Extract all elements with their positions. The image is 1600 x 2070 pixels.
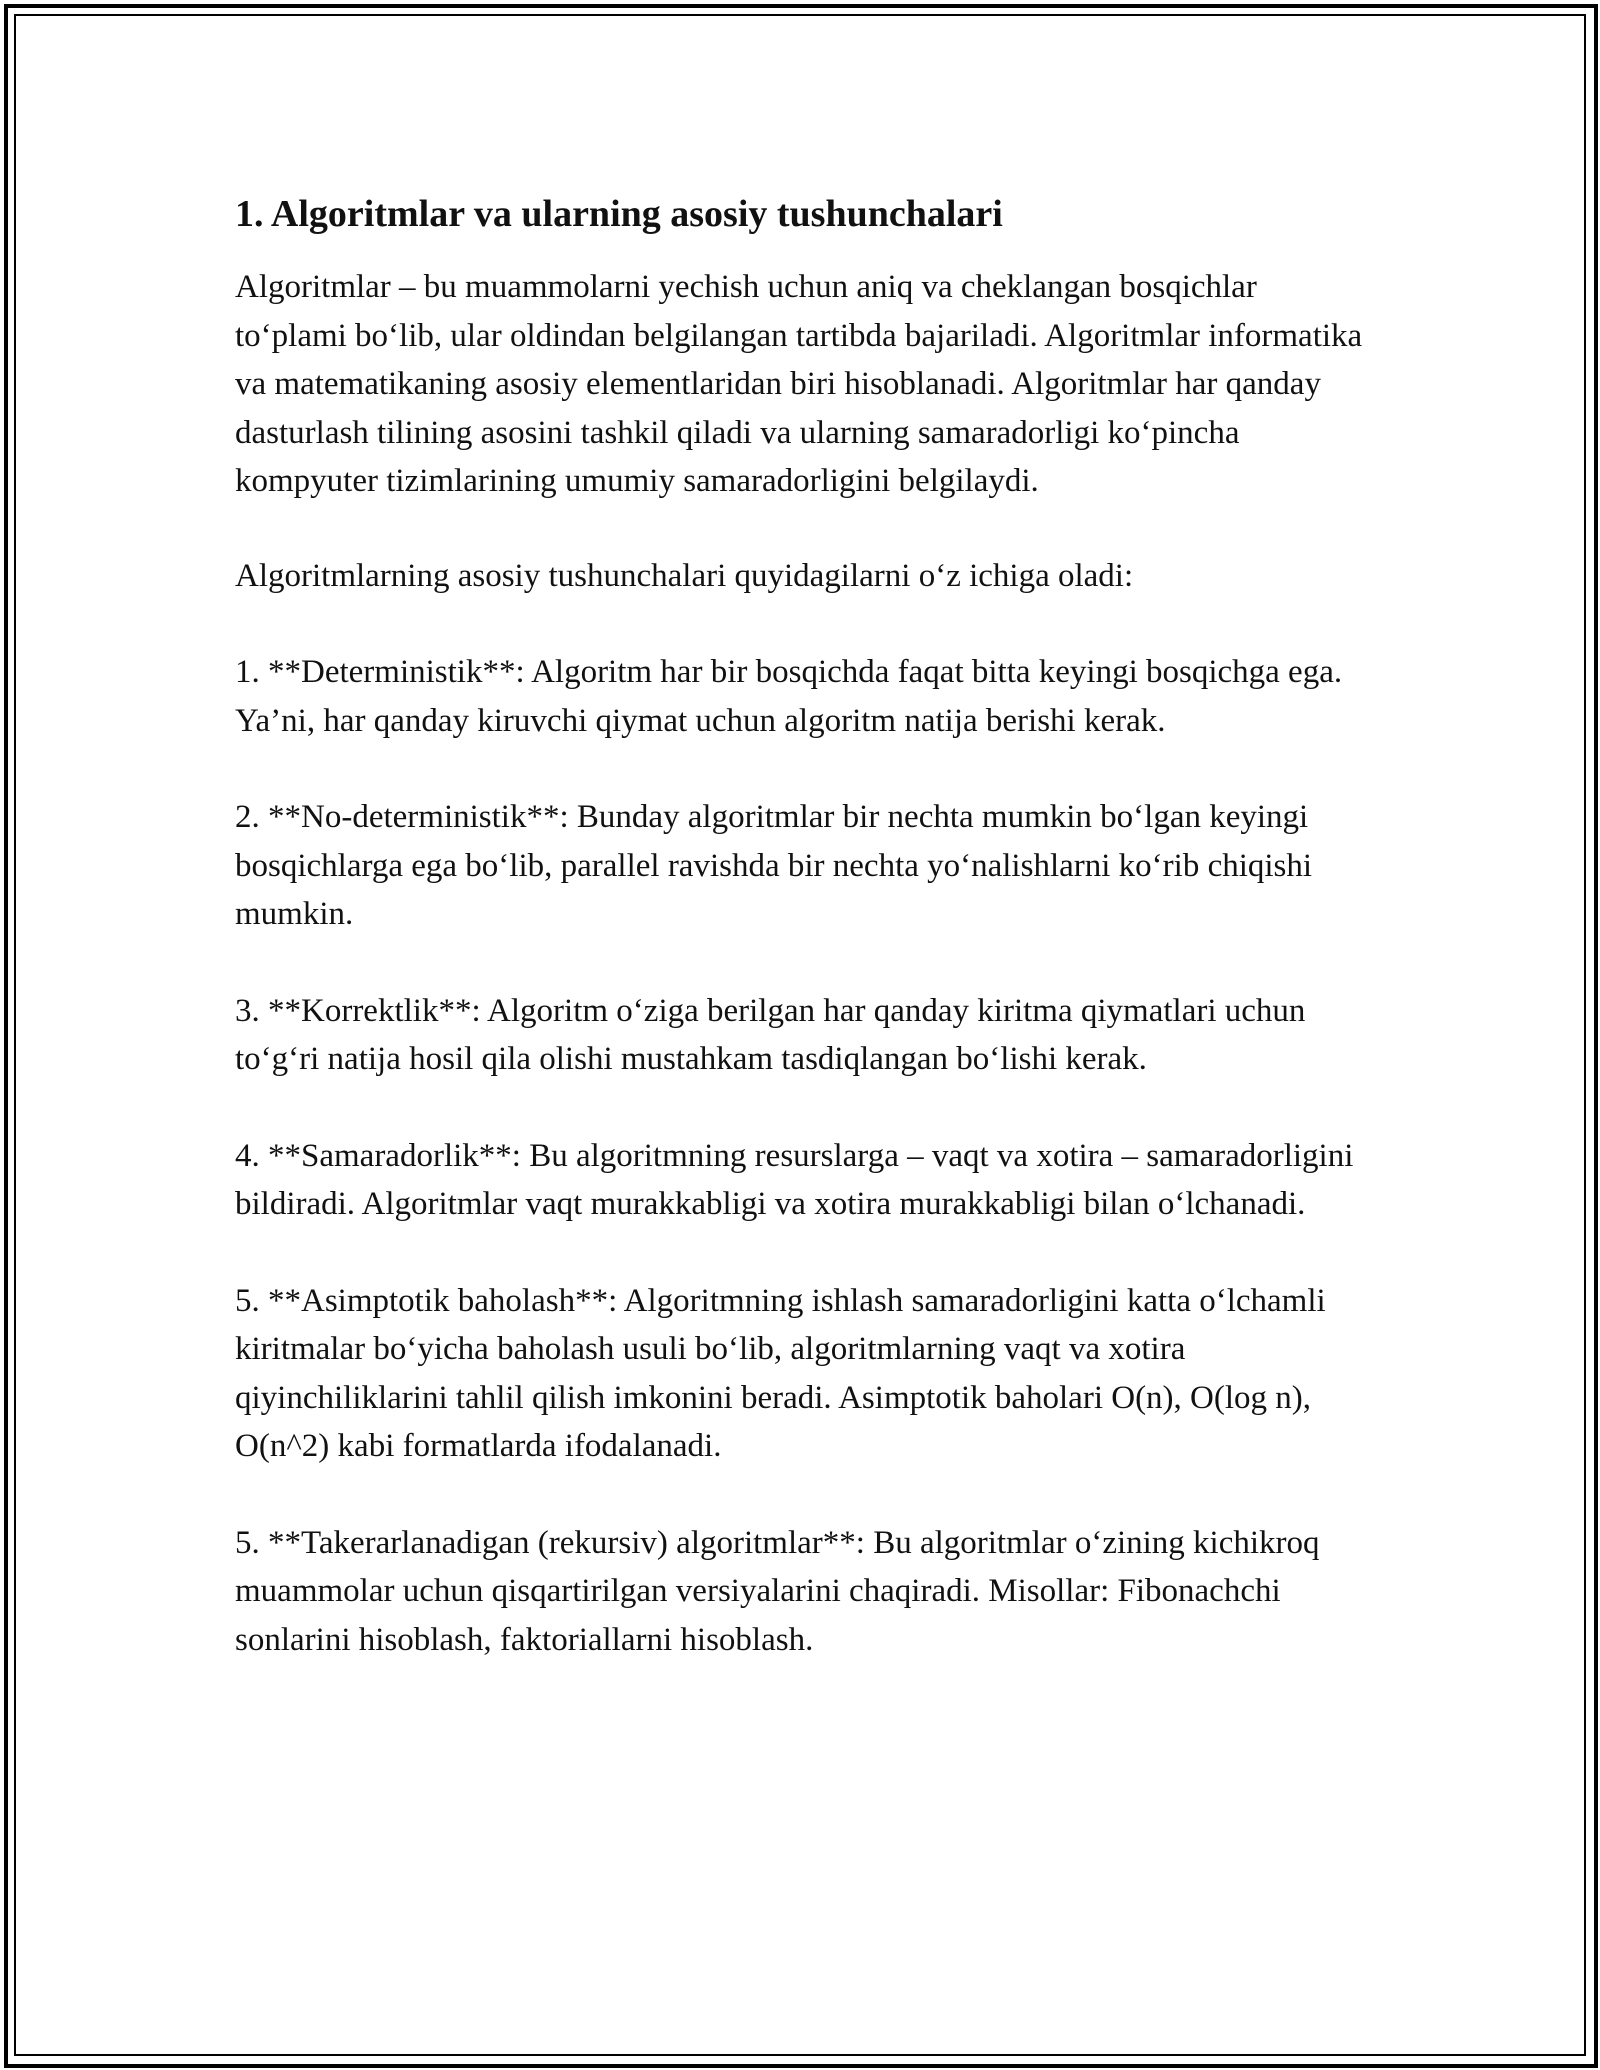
list-item-korrektlik: 3. **Korrektlik**: Algoritm o‘ziga berilgan har qanday kiritma qiymatlari uchun to‘g‘ri natija hosil qila olishi mustahkam tasdiqlangan bo‘lishi kerak. xyxy=(235,992,1306,1077)
list-item-asimptotik: 5. **Asimptotik baholash**: Algoritmning ishlash samaradorligini katta o‘lchamli kiritmalar bo‘yicha baholash usuli bo‘lib, algoritmlarning vaqt va xotira qiyinchiliklarini tahlil qilish imkonini beradi. Asimptotik baholari O(n), O(log n), O(n^2) kabi formatlarda ifodalanadi. xyxy=(235,1282,1326,1464)
list-item-rekursiv: 5. **Takerarlanadigan (rekursiv) algoritmlar**: Bu algoritmlar o‘zining kichikroq muammolar uchun qisqartirilgan versiyalarini chaqiradi. Misollar: Fibonachchi sonlarini hisoblash, faktoriallarni hisoblash. xyxy=(235,1524,1320,1658)
intro-paragraph: Algoritmlar – bu muammolarni yechish uchun aniq va cheklangan bosqichlar to‘plami bo‘lib, ular oldindan belgilangan tartibda bajariladi. Algoritmlar informatika va matematikaning asosiy elementlaridan biri hisoblanadi. Algoritmlar har qanday dasturlash tilining asosini tashkil qiladi va ularning samaradorligi ko‘pincha kompyuter tizimlarining umumiy samaradorligini belgilaydi. xyxy=(235,269,1363,499)
document-title: 1. Algoritmlar va ularning asosiy tushunchalari xyxy=(235,193,1003,235)
lead-paragraph: Algoritmlarning asosiy tushunchalari quyidagilarni o‘z ichiga oladi: xyxy=(235,557,1134,594)
list-item-deterministik: 1. **Deterministik**: Algoritm har bir bosqichda faqat bitta keyingi bosqichga ega. Ya’ni, har qanday kiruvchi qiymat uchun algoritm natija berishi kerak. xyxy=(235,654,1343,739)
list-item-samaradorlik: 4. **Samaradorlik**: Bu algoritmning resurslarga – vaqt va xotira – samaradorligini bildiradi. Algoritmlar vaqt murakkabligi va xotira murakkabligi bilan o‘lchanadi. xyxy=(235,1137,1354,1222)
list-item-no-deterministik: 2. **No-deterministik**: Bunday algoritmlar bir nechta mumkin bo‘lgan keyingi bosqichlarga ega bo‘lib, parallel ravishda bir nechta yo‘nalishlarni ko‘rib chiqishi mumkin. xyxy=(235,799,1313,932)
document-body xyxy=(235,185,1375,1712)
